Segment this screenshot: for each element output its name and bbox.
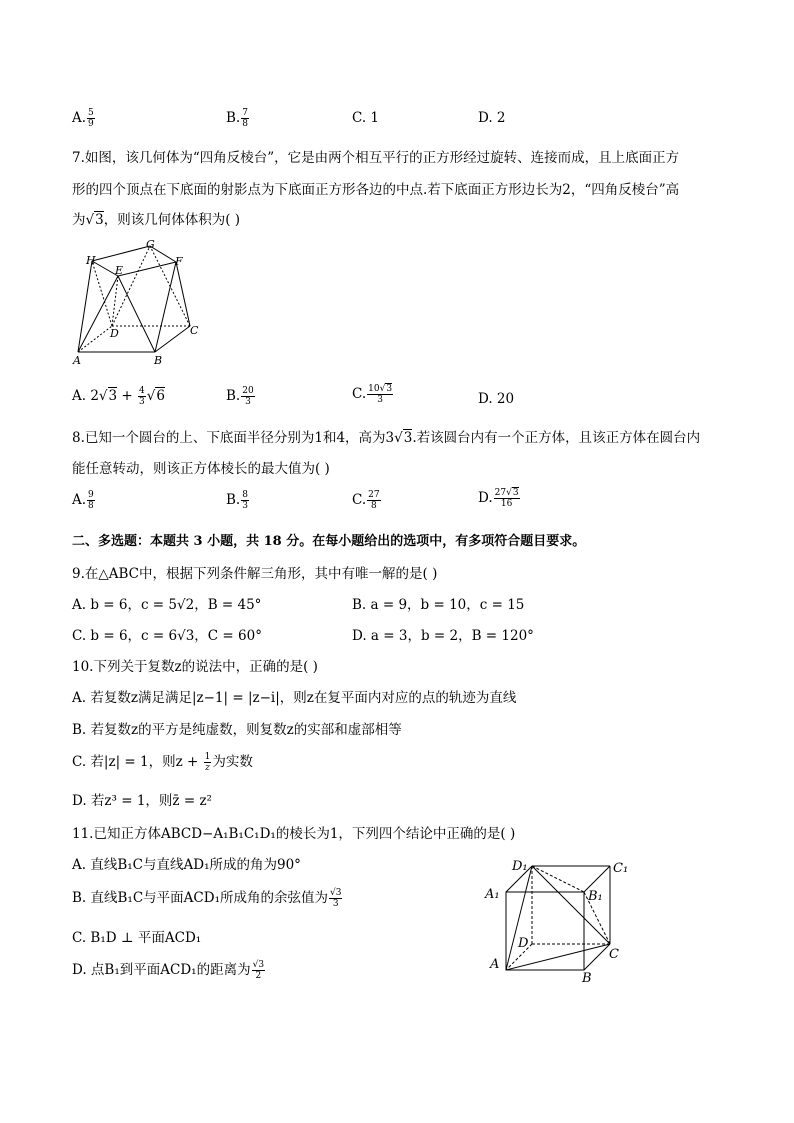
label-a: A bbox=[490, 957, 500, 972]
label-f: F bbox=[175, 255, 183, 268]
label-a1: A₁ bbox=[485, 887, 500, 902]
q10-stem: 10.下列关于复数z的说法中，正确的是( ) bbox=[72, 659, 318, 675]
q8-option-a: A. $\frac{9}{8}$ bbox=[72, 490, 94, 511]
q11-option-c: C. B₁D ⊥ 平面ACD₁ bbox=[72, 930, 202, 946]
q10-option-d: D. 若z³ = 1，则z̄ = z² bbox=[72, 793, 212, 809]
q6-option-a: A. $\frac{5}{9}$ bbox=[72, 108, 94, 129]
q8-stem-line1: 8.已知一个圆台的上、下底面半径分别为1和4，高为3√3.若该圆台内有一个正方体，且该正方体在圆台内 bbox=[72, 430, 701, 446]
q7-option-a: A. 2√3 + $\frac{4}{3}$ √6 bbox=[72, 386, 165, 407]
q7-option-c: C. $\frac{10√3}{3}$ bbox=[352, 384, 393, 405]
q10-option-b: B. 若复数z的平方是纯虚数，则复数z的实部和虚部相等 bbox=[72, 722, 402, 738]
section-heading-multiple-choice: 二、多选题：本题共 3 小题，共 18 分。在每小题给出的选项中，有多项符合题目要求。 bbox=[72, 534, 586, 549]
q7-stem-line2: 形的四个顶点在下底面的射影点为下底面正方形各边的中点.若下底面正方形边长为2，“四角反棱台”高 bbox=[72, 182, 680, 198]
q7-option-b: B. $\frac{20}{3}$ bbox=[226, 386, 254, 407]
q11-option-a: A. 直线B₁C与直线AD₁所成的角为90° bbox=[72, 857, 301, 873]
q8-option-d: D. $\frac{27√3}{16}$ bbox=[478, 488, 519, 509]
label-d: D bbox=[110, 327, 119, 340]
label-g: G bbox=[146, 238, 155, 251]
label-e: E bbox=[115, 264, 124, 277]
q10-option-c: C. 若|z| = 1，则z + $\frac{1}{z}$ 为实数 bbox=[72, 752, 253, 773]
label-c1: C₁ bbox=[613, 861, 629, 876]
q10-option-a: A. 若复数z满足满足|z−1| = |z−i|，则z在复平面内对应的点的轨迹为直线 bbox=[72, 690, 517, 706]
q11-figure-cube bbox=[482, 852, 642, 988]
q7-stem-line1: 7.如图，该几何体为“四角反棱台”，它是由两个相互平行的正方形经过旋转、连接而成，且上底面正方 bbox=[72, 150, 680, 166]
q9-option-b: B. a = 9，b = 10，c = 15 bbox=[352, 597, 525, 613]
q11-option-b: B. 直线B₁C与平面ACD₁所成角的余弦值为 $\frac{√3}{3}$ bbox=[72, 888, 342, 909]
q9-option-d: D. a = 3，b = 2，B = 120° bbox=[352, 628, 534, 644]
label-b1: B₁ bbox=[588, 889, 603, 904]
label-d1: D₁ bbox=[512, 859, 528, 874]
label-b: B bbox=[582, 971, 592, 986]
q11-stem: 11.已知正方体ABCD−A₁B₁C₁D₁的棱长为1，下列四个结论中正确的是( ) bbox=[72, 826, 516, 842]
q9-option-c: C. b = 6，c = 6√3，C = 60° bbox=[72, 628, 262, 644]
label-d: D bbox=[518, 936, 529, 951]
q6-option-b: B. $\frac{7}{8}$ bbox=[226, 108, 248, 129]
q8-option-b: B. $\frac{8}{3}$ bbox=[226, 490, 248, 511]
q9-stem: 9.在△ABC中，根据下列条件解三角形，其中有唯一解的是( ) bbox=[72, 566, 438, 582]
q11-option-d: D. 点B₁到平面ACD₁的距离为 $\frac{√3}{2}$ bbox=[72, 960, 265, 981]
label-c: C bbox=[190, 324, 199, 337]
q6-option-c: C. 1 bbox=[352, 110, 380, 126]
q7-figure-antiprism bbox=[70, 236, 210, 368]
q7-option-d: D. 20 bbox=[478, 391, 515, 407]
q9-option-a: A. b = 6，c = 5√2，B = 45° bbox=[72, 597, 262, 613]
q8-stem-line2: 能任意转动，则该正方体棱长的最大值为( ) bbox=[72, 461, 330, 477]
q6-option-d: D. 2 bbox=[478, 110, 506, 126]
q8-option-c: C. $\frac{27}{8}$ bbox=[352, 490, 380, 511]
label-c: C bbox=[609, 947, 619, 962]
label-h: H bbox=[86, 254, 96, 267]
label-a: A bbox=[73, 354, 81, 367]
q7-stem-line3: 为√3，则该几何体体积为( ) bbox=[72, 212, 241, 228]
label-b: B bbox=[154, 354, 163, 367]
